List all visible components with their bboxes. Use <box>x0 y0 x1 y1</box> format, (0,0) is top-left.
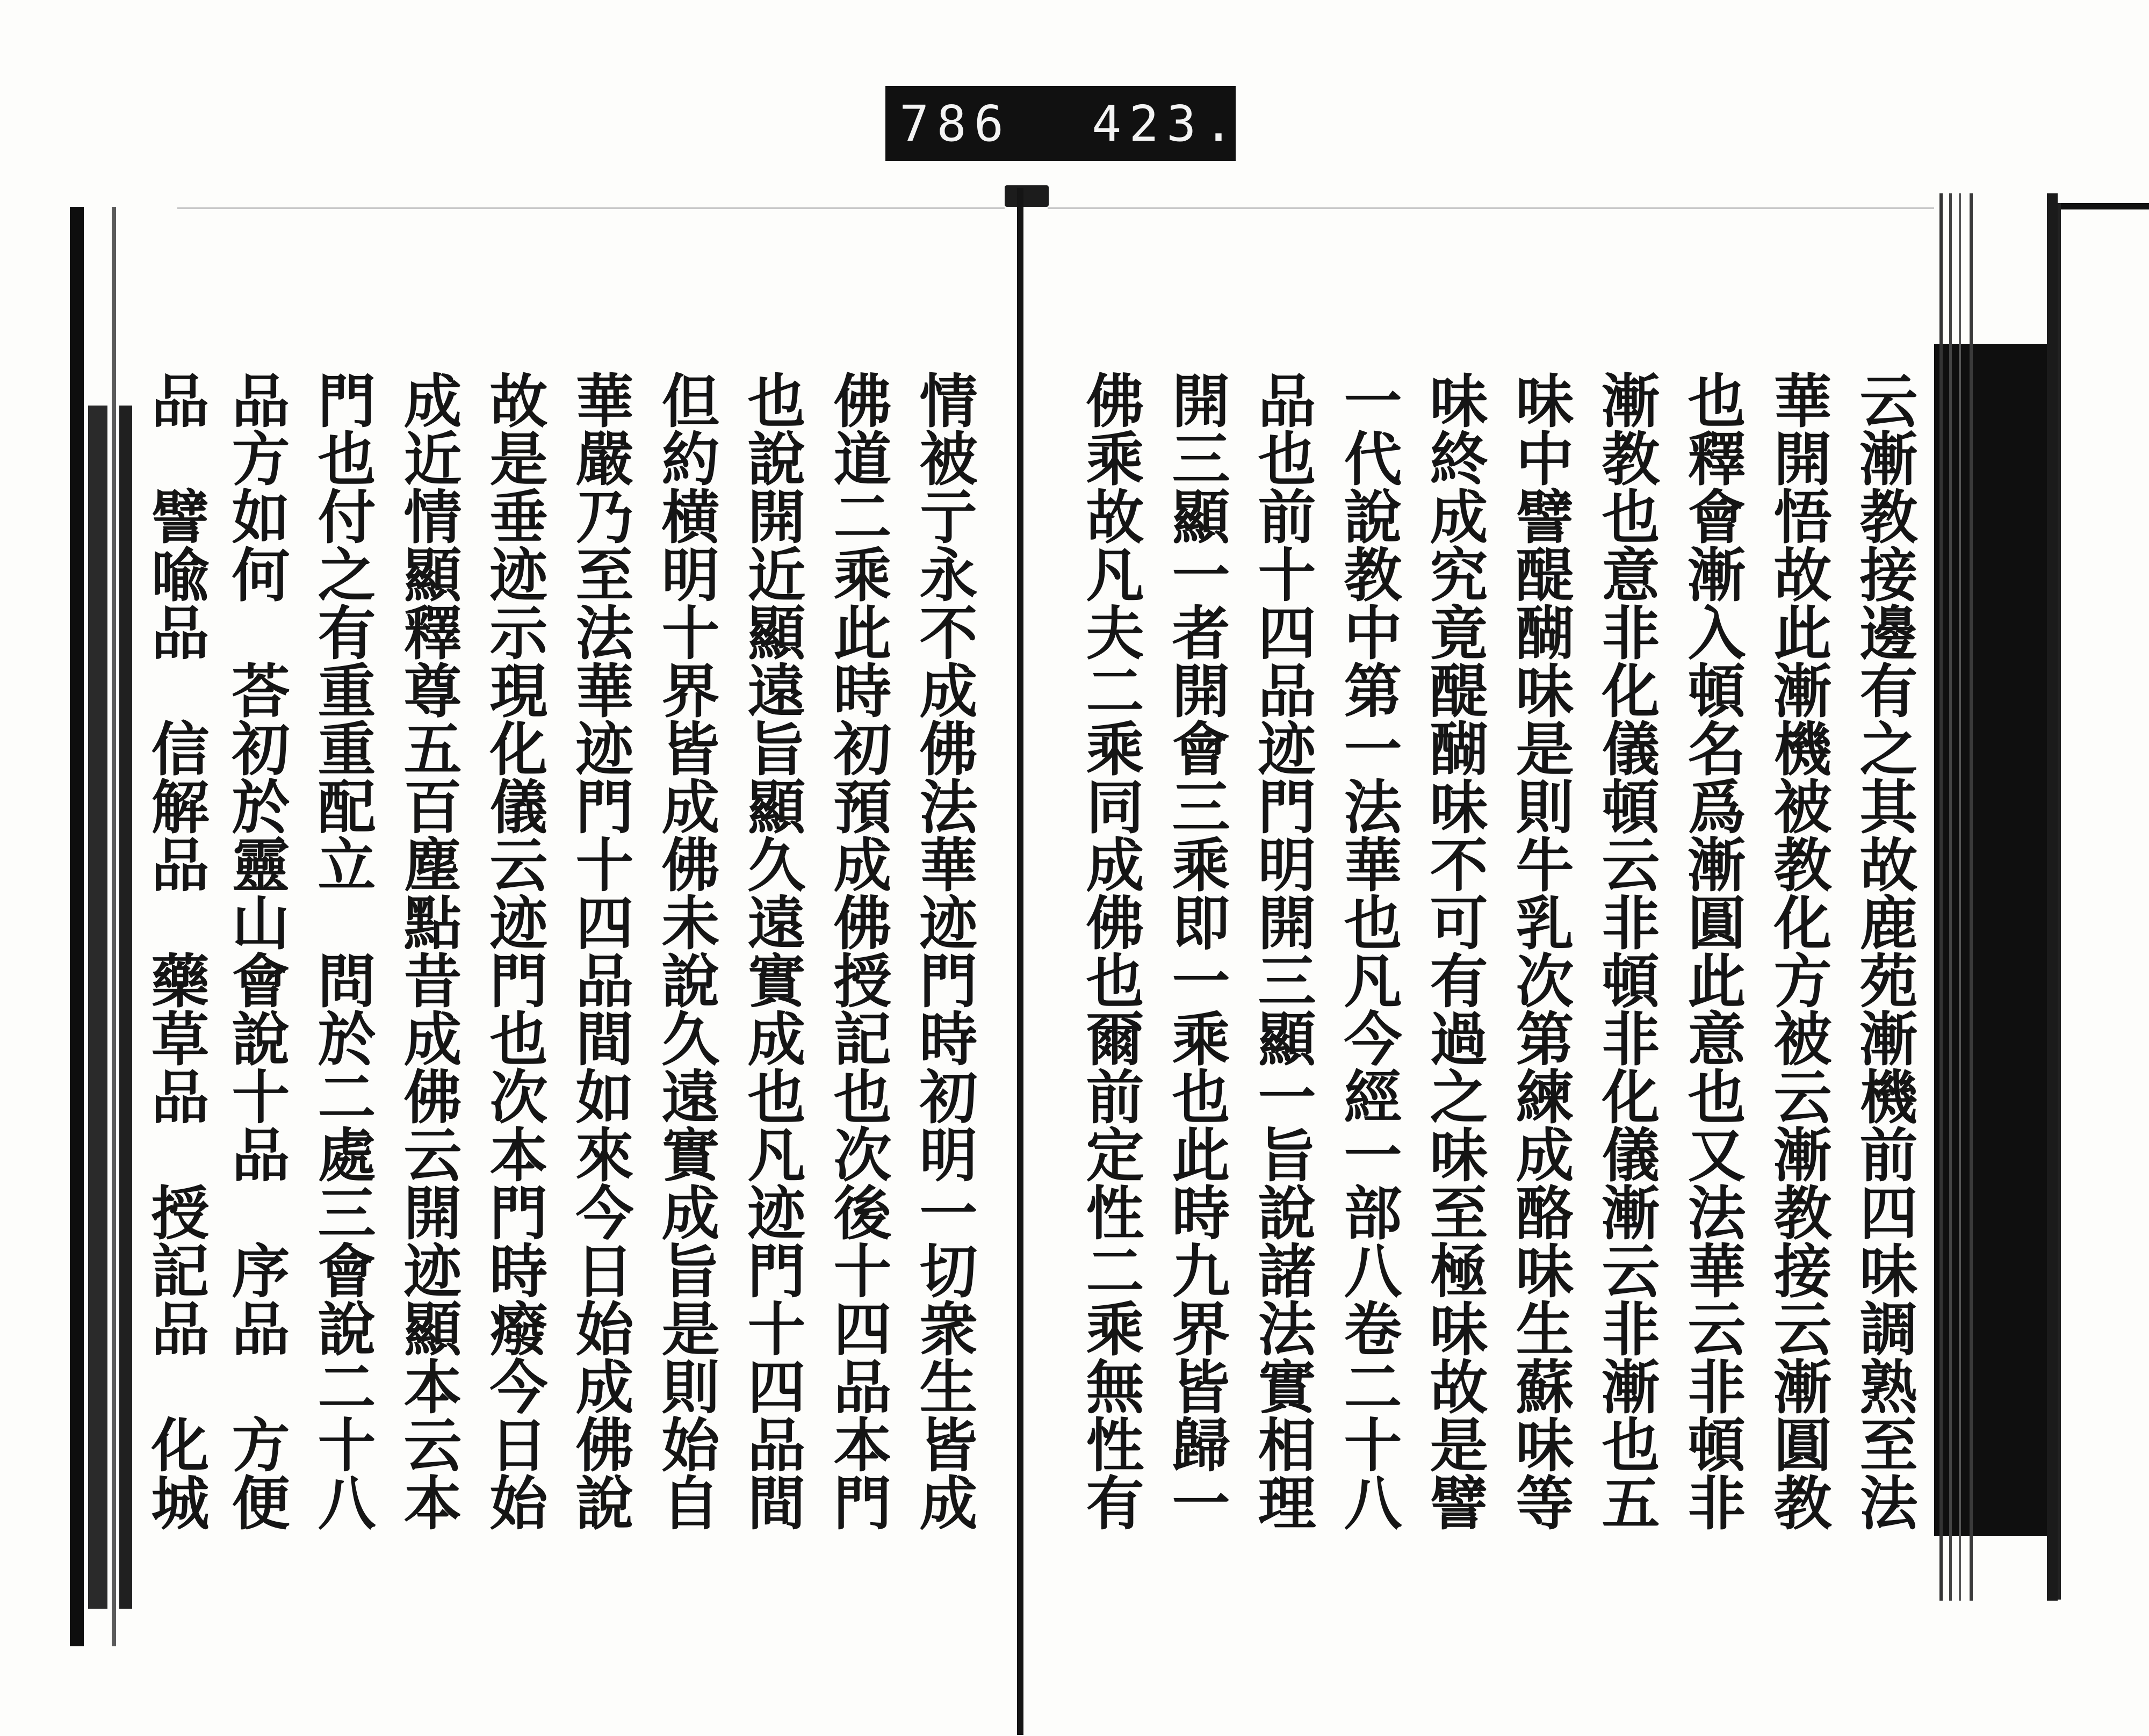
left-page-column: 故是垂迹示現化儀云迹門也次本門時癈今日始 <box>480 371 547 1531</box>
left-page-top-edge <box>177 207 1005 209</box>
label-number-right: 423. <box>1092 95 1241 153</box>
label-number-left: 786 <box>899 95 1012 153</box>
left-page-column: 但約横明十界皆成佛未說久遠實成旨是則始自 <box>652 371 719 1531</box>
left-page-column: 品方如何 荅初於靈山會說十品 序品 方便 <box>222 371 290 1531</box>
cover-flap-edge <box>2058 203 2061 1600</box>
left-book-edge <box>70 207 133 1646</box>
right-book-edge <box>1934 193 2058 1601</box>
right-page-column: 漸教也意非化儀頓云非頓非化儀漸云非漸也五 <box>1592 371 1660 1531</box>
binding-tab <box>1005 185 1049 207</box>
right-page-column: 品也前十四品迹門明開三顯一旨說諸法實相理 <box>1248 371 1316 1531</box>
right-page-column: 開三顯一者開會三乘即一乘也此時九界皆歸一 <box>1162 371 1230 1531</box>
right-page-column: 云漸教接邊有之其故鹿苑漸機前四味調熟至法 <box>1850 371 1917 1531</box>
left-page-column: 情被亍永不成佛法華迹門時初明一切衆生皆成 <box>910 371 977 1531</box>
right-page-column: 味終成究竟醍醐味不可有過之味至極味故是譬 <box>1420 371 1488 1531</box>
left-page-column: 品 譬喩品 信解品 藥草品 授記品 化城 <box>141 371 209 1531</box>
cover-flap <box>2058 203 2149 209</box>
right-page-top-edge <box>1048 207 1934 209</box>
left-page-column: 門也付之有重重配立 問於二處三會說二十八 <box>308 371 376 1531</box>
catalogue-label <box>885 86 1241 161</box>
right-page-column: 也釋會漸入頓名爲漸圓此意也又法華云非頓非 <box>1678 371 1746 1531</box>
right-page-column: 一代說教中第一法華也凡今經一部八卷二十八 <box>1334 371 1402 1531</box>
left-page-column: 也說開近顯遠旨顯久遠實成也凡迹門十四品間 <box>738 371 805 1531</box>
left-page-column: 成近情顯釋尊五百塵點昔成佛云開迹顯本云本 <box>394 371 461 1531</box>
book-gutter <box>1017 188 1023 1735</box>
right-page-column: 味中譬醍醐味是則牛乳次第練成酪味生蘇味等 <box>1506 371 1574 1531</box>
left-page-column: 華嚴乃至法華迹門十四品間如來今日始成佛說 <box>566 371 633 1531</box>
left-page-column: 佛道二乘此時初預成佛授記也次後十四品本門 <box>824 371 891 1531</box>
right-page-column: 華開悟故此漸機被教化方被云漸教接云漸圓教 <box>1764 371 1831 1531</box>
right-page-column: 佛乘故凡夫二乘同成佛也爾前定性二乘無性有 <box>1076 371 1144 1531</box>
